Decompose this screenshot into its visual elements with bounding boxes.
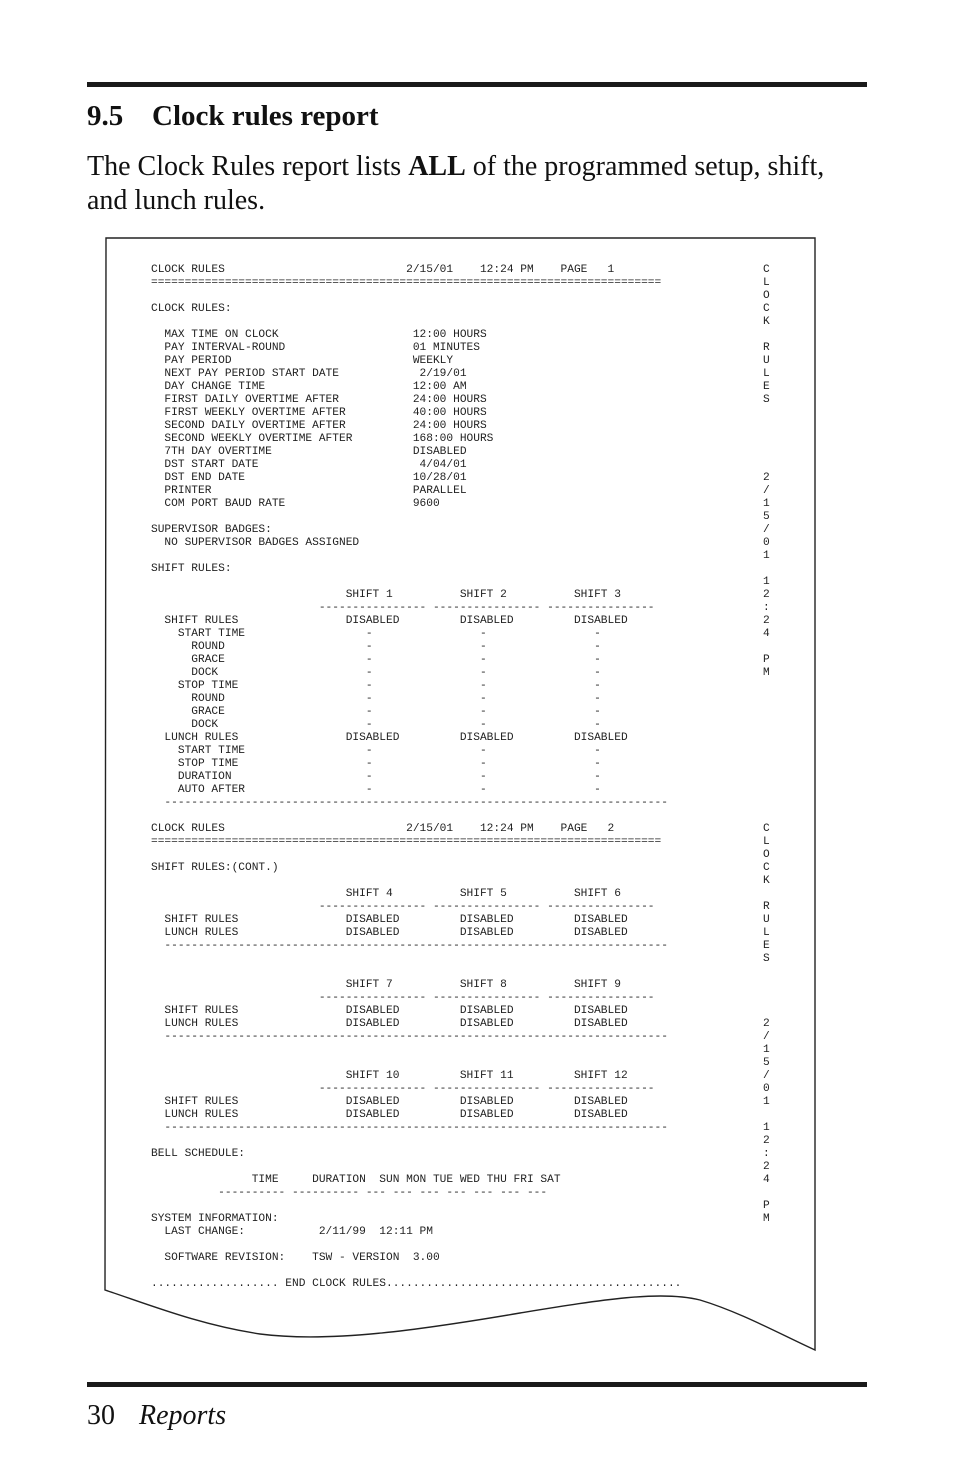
report-line [151,849,681,862]
report-line: SECOND DAILY OVERTIME AFTER 24:00 HOURS [151,420,487,432]
report-line [151,550,681,563]
report-line: CLOCK RULES 2/15/01 12:24 PM PAGE 2 [151,823,615,835]
report-line: ============================================================================ [151,836,662,848]
report-line: CLOCK RULES 2/15/01 12:24 PM PAGE 1 [151,264,615,276]
intro-text-bold: ALL [408,151,466,182]
footer-section-name: Reports [139,1400,227,1431]
report-line: DST START DATE 4/04/01 [151,459,467,471]
report-line: LAST CHANGE: 2/11/99 12:11 PM [151,1226,433,1238]
report-line [151,1057,681,1070]
report-line: ============================================================================ [151,277,662,289]
report-line: SYSTEM INFORMATION: [151,1213,279,1225]
report-line [151,576,681,589]
report-line: SHIFT 4 SHIFT 5 SHIFT 6 [151,888,621,900]
section-title: Clock rules report [152,100,379,132]
report-line [151,316,681,329]
report-line [151,511,681,524]
report-line: TIME DURATION SUN MON TUE WED THU FRI SAT [151,1174,561,1186]
intro-text-after: of the programmed setup, shift, and lunch rules. [87,151,825,216]
report-line [151,1135,681,1148]
report-line: FIRST WEEKLY OVERTIME AFTER 40:00 HOURS [151,407,487,419]
report-line: DOCK - - - [151,667,601,679]
report-line: SHIFT 1 SHIFT 2 SHIFT 3 [151,589,621,601]
report-line [151,875,681,888]
report-line: PAY PERIOD WEEKLY [151,355,454,367]
report-line [151,290,681,303]
report-line [151,953,681,966]
clock-rules-report [151,264,681,1291]
report-line: ---------------- ---------------- ---------------- [151,992,655,1004]
report-line: PRINTER PARALLEL [151,485,467,497]
report-line: ROUND - - - [151,693,601,705]
report-line [151,1200,681,1213]
report-line: AUTO AFTER - - - [151,784,601,796]
report-line: ---------- ---------- --- --- --- --- --- --- --- [151,1187,548,1199]
report-line: SHIFT RULES DISABLED DISABLED DISABLED [151,615,628,627]
report-line: MAX TIME ON CLOCK 12:00 HOURS [151,329,487,341]
report-line: --------------------------------------------------------------------------- [151,1122,668,1134]
report-line: NO SUPERVISOR BADGES ASSIGNED [151,537,360,549]
report-line: SOFTWARE REVISION: TSW - VERSION 3.00 [151,1252,440,1264]
report-line: PAY INTERVAL-ROUND 01 MINUTES [151,342,480,354]
report-line: --------------------------------------------------------------------------- [151,1031,668,1043]
report-line: ................... END CLOCK RULES............................................ [151,1278,682,1290]
report-line: SHIFT RULES: [151,563,232,575]
report-line: SHIFT RULES DISABLED DISABLED DISABLED [151,1005,628,1017]
report-line: ---------------- ---------------- ---------------- [151,901,655,913]
report-line: DURATION - - - [151,771,601,783]
report-line: ---------------- ---------------- ---------------- [151,602,655,614]
report-line: LUNCH RULES DISABLED DISABLED DISABLED [151,927,628,939]
report-line: FIRST DAILY OVERTIME AFTER 24:00 HOURS [151,394,487,406]
report-line: SHIFT RULES:(CONT.) [151,862,279,874]
report-line: NEXT PAY PERIOD START DATE 2/19/01 [151,368,467,380]
report-line [151,966,681,979]
report-line: STOP TIME - - - [151,680,601,692]
report-line: STOP TIME - - - [151,758,601,770]
report-line: DOCK - - - [151,719,601,731]
report-line: 7TH DAY OVERTIME DISABLED [151,446,467,458]
report-line [151,810,681,823]
report-line: LUNCH RULES DISABLED DISABLED DISABLED [151,1018,628,1030]
report-line: --------------------------------------------------------------------------- [151,940,668,952]
report-line: SHIFT RULES DISABLED DISABLED DISABLED [151,914,628,926]
report-line: SUPERVISOR BADGES: [151,524,272,536]
report-line: COM PORT BAUD RATE 9600 [151,498,440,510]
report-line: DAY CHANGE TIME 12:00 AM [151,381,467,393]
bottom-rule [87,1382,867,1387]
report-line: SHIFT 10 SHIFT 11 SHIFT 12 [151,1070,628,1082]
report-line: GRACE - - - [151,654,601,666]
section-number: 9.5 [87,100,124,132]
report-line [151,1161,681,1174]
report-line: ROUND - - - [151,641,601,653]
report-line: DST END DATE 10/28/01 [151,472,467,484]
report-line [151,1044,681,1057]
report-line: --------------------------------------------------------------------------- [151,797,668,809]
report-line: LUNCH RULES DISABLED DISABLED DISABLED [151,1109,628,1121]
report-line: SHIFT RULES DISABLED DISABLED DISABLED [151,1096,628,1108]
margin-page1: C L O C K R U L E S 2 / 1 5 / 0 1 1 2 : 2 4 P M [763,264,770,679]
report-line: ---------------- ---------------- ---------------- [151,1083,655,1095]
page-footer [87,1400,226,1432]
page-number: 30 [87,1400,115,1431]
report-line: START TIME - - - [151,628,601,640]
report-line [151,1265,681,1278]
report-line: SECOND WEEKLY OVERTIME AFTER 168:00 HOURS [151,433,494,445]
report-line: BELL SCHEDULE: [151,1148,245,1160]
report-line: LUNCH RULES DISABLED DISABLED DISABLED [151,732,628,744]
report-line [151,1239,681,1252]
report-line: CLOCK RULES: [151,303,232,315]
report-line: GRACE - - - [151,706,601,718]
report-line: SHIFT 7 SHIFT 8 SHIFT 9 [151,979,621,991]
intro-text-before: The Clock Rules report lists [87,151,409,182]
margin-page2: C L O C K R U L E S 2 / 1 5 / 0 1 1 2 : 2 4 P M [763,823,770,1225]
report-line: START TIME - - - [151,745,601,757]
